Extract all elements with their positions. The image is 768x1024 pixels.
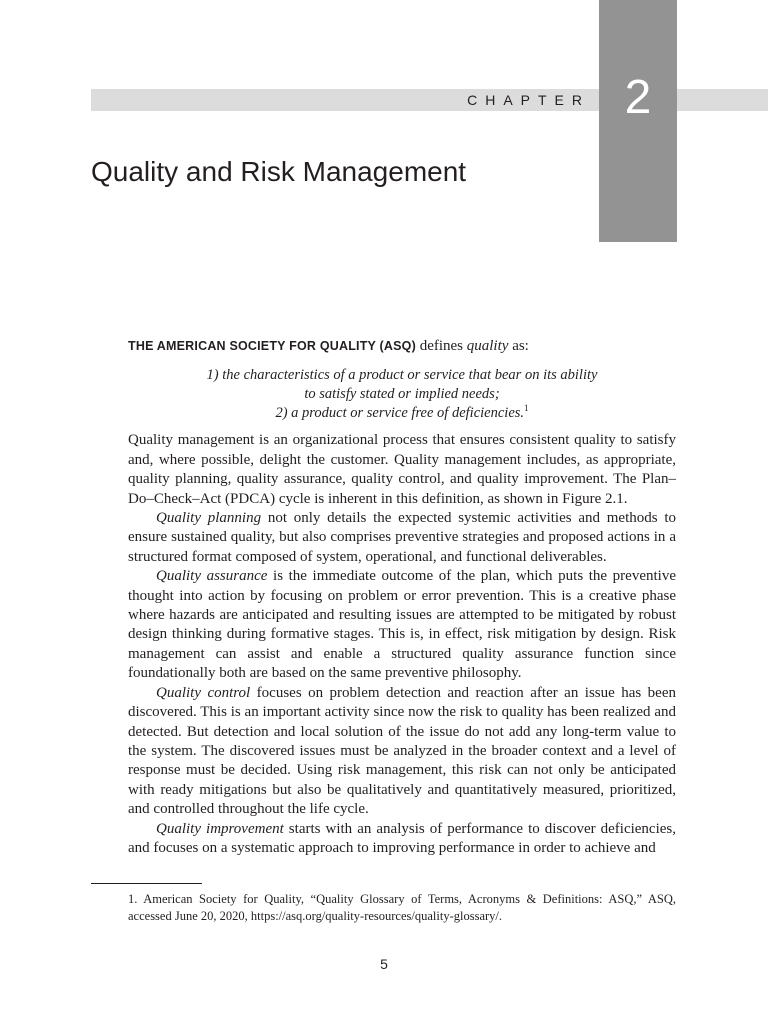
paragraph-3-text: is the immediate outcome of the plan, which puts the preventive thought into action by focusing on problem or error prevention. This is a creative phase where hazards are anticipated and resulting issues are attempted to be mitigated by robust design thinking during formative stages. This is, in effect, risk mitigation by design. Risk management can assist and enable a structured quality assurance function since foundationally both are based on the same preventive philosophy. — [128, 568, 676, 682]
quote-line-1: 1) the characteristics of a product or service that bear on its ability — [206, 367, 598, 384]
chapter-label: CHAPTER — [467, 92, 590, 108]
chapter-number: 2 — [624, 71, 652, 124]
paragraph-5-text: starts with an analysis of performance to discover deficiencies, and focuses on a systematic approach to improving performance in order to achieve and — [128, 820, 676, 856]
paragraph-4-term: Quality control — [156, 684, 251, 701]
quote-line-2: to satisfy stated or implied needs; — [304, 386, 500, 403]
footnote: 1. American Society for Quality, “Quality Glossary of Terms, Acronyms & Definitions: ASQ,” ASQ, accessed June 20, 2020, https://asq.org/quality-resources/quality-glossary/. — [128, 892, 676, 923]
definition-quote — [128, 366, 676, 423]
paragraph-3-term: Quality assurance — [156, 568, 268, 585]
intro-org: THE AMERICAN SOCIETY FOR QUALITY (ASQ) — [128, 339, 416, 353]
body-text — [128, 337, 676, 858]
quote-line-3 — [128, 404, 676, 423]
intro-term: quality — [466, 338, 509, 354]
intro-sentence — [128, 337, 676, 356]
paragraph-1: Quality management is an organizational process that ensures consistent quality to satisfy and, where possible, delight the customer. Quality management includes, as appropriate, quality planning, quality assurance, quality control, and quality improvement. The Plan–Do–Check–Act (PDCA) cycle is inherent in this definition, as shown in Figure 2.1. — [128, 432, 676, 507]
footnote-reference[interactable]: 1 — [524, 403, 529, 414]
paragraph-5-term: Quality improvement — [156, 820, 284, 837]
paragraph-2-term: Quality planning — [156, 510, 262, 527]
paragraph-4-text: focuses on problem detection and reaction after an issue has been discovered. This is an important activity since now the risk to quality has been realized and detected. But detection and local solution of the issue do not add any long-term value to the system. The discovered issues must be analyzed in the broader context and a level of response must be decided. Using risk management, this risk can not only be anticipated with ready mitigations but also be qualitatively and quantitatively measured, prioritized, and controlled throughout the life cycle. — [128, 684, 676, 818]
quote-line-3-text: 2) a product or service free of deficiencies. — [275, 405, 525, 422]
intro-defines: defines — [419, 338, 464, 354]
intro-as: as: — [512, 338, 529, 354]
paragraph-5 — [128, 820, 676, 859]
paragraph-2 — [128, 509, 676, 567]
footnote-divider — [91, 883, 202, 884]
paragraph-3 — [128, 567, 676, 683]
page-number: 5 — [380, 956, 388, 972]
paragraph-2-text: not only details the expected systemic activities and methods to ensure sustained quality, but also comprises preventive strategies and proposed actions in a structured format composed of system, operational, and functional deliverables. — [128, 510, 676, 565]
paragraph-4 — [128, 684, 676, 820]
page-title: Quality and Risk Management — [91, 156, 467, 187]
